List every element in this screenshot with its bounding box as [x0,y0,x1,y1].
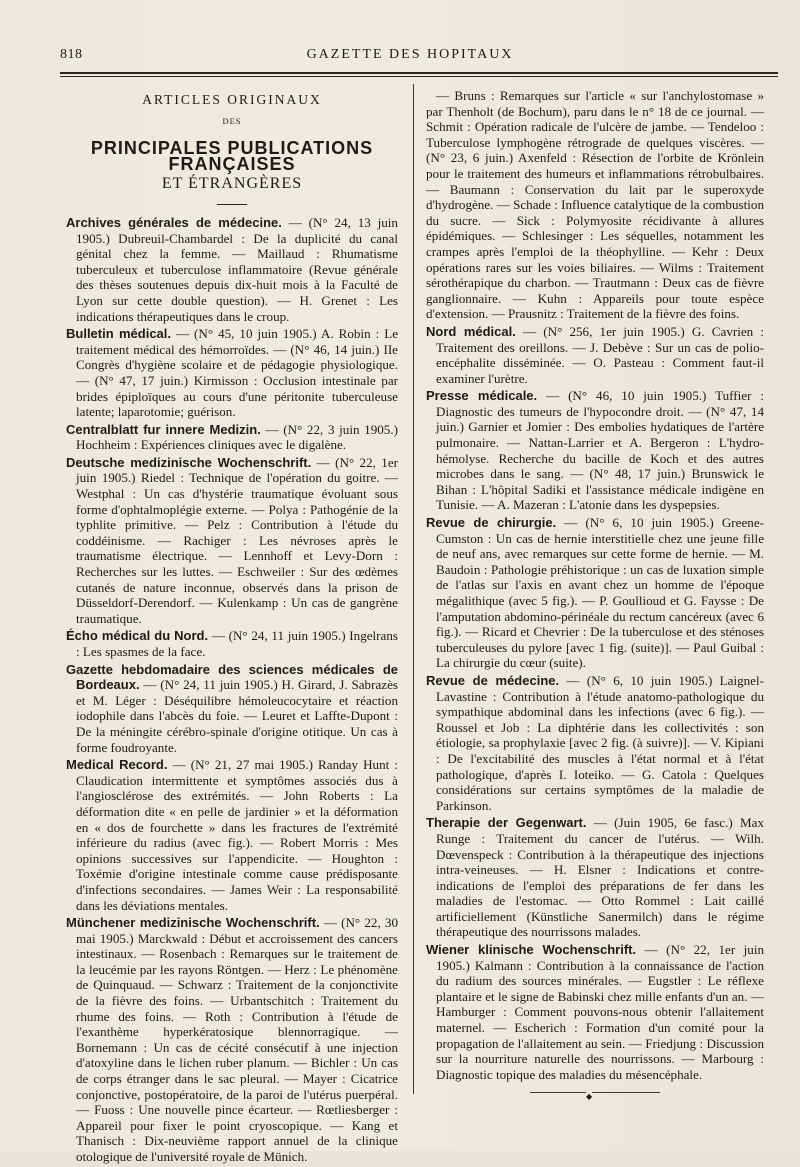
journal-title: Münchener medizinische Wochenschrift. [66,915,320,931]
journal-title: Presse médicale. [426,388,538,404]
entry-text: — (N° 22, 3 juin 1905.) Hochheim : Expériences cliniques avec le digalène. [76,421,398,453]
entry [66,757,398,913]
journal-title: Nord médical. [426,323,516,339]
journal-title: Revue de chirurgie. [426,515,557,531]
journal-title: Deutsche medizinische Wochenschrift. [66,454,312,470]
entry-text: — Bruns : Remarques sur l'article « sur l'anchylostomase » par Thenholt (de Bochum), paru dans le n° 18 de ce journal. — Schmit : Opération radicale de l'ulcère de jambe. — Tendeloo : Tuberculose lymphogène rétrograde de quelques viscères. — (N° 23, 6 juin.) Axenfeld : Résection de l'orbite de Krönlein pour le traitement des humeurs et inflammations rétrobulbaires. — Baumann : Conservation du lait par le superoxyde d'hydrogène. — Schade : Influence catalytique de la combustion du sucre. — Sick : Polymyosite récidivante à allures épidémiques. — Schlesinger : Les séquelles, notamment les crampes après l'emploi de la théophylline. — Kehr : Deux opérations rares sur les voies biliaires. — Wilms : Traitement sérothérapique du charbon. — Trautmann : Deux cas de fièvre ganglionnaire. — Kuhn : Appareils pour toute espèce d'extension. — Prausnitz : Traitement de la fièvre des foins. [426,88,764,322]
entry-text: — (N° 22, 1er juin 1905.) Riedel : Technique de l'opération du goitre. — Westphal : Un cas d'hystérie traumatique évoluant sous forme d'ophtalmoplégie externe. — Polya : Pathogénie de la typhlite primitive. — Pelz : Contribution à l'étude du coddéinisme. — Rachiger : Les névroses après le traumatisme électrique. — Lennhoff et Levy-Dorn : Recherches sur les luttes. — Eschweiler : Sur des œdèmes cutanés de nature inconnue, observés dans la prison de Düsseldorf-Derendorf. — Kulenkamp : Un cas de gangrène traumatique. [76,454,398,626]
entry [66,455,398,627]
entry-text: — (N° 22, 1er juin 1905.) Kalmann : Contribution à la connaissance de l'action du radium des sources minérales. — Eugstler : Le réflexe plantaire et le signe de Babinski chez mille enfants d'un an. — Hamburger : Comment pouvons-nous obtenir l'allaitement maternel. — Escherich : Formation d'un comité pour la propagation de l'allaitement au sein. — Friedjung : Discussion sur la nourriture naturelle des nourrissons. — Marbourg : Diagnostic topique des maladies du mésencéphale. [436,942,764,1082]
entry [426,515,764,671]
header-rule-thick [60,72,778,74]
page-number: 818 [60,47,83,62]
title-rule [217,204,247,205]
header-rule-thin [60,76,778,77]
entry [426,815,764,940]
ornament-dot-icon: ◆ [586,1089,592,1105]
page-header [60,47,760,65]
journal-title: Gazette hebdomadaire des sciences médicales de Bordeaux. [66,661,398,693]
entry [426,388,764,513]
entry-text: — (N° 256, 1er juin 1905.) G. Cavrien : Traitement des oreillons. — J. Debève : Sur un cas de polio-encéphalite disséminée. — O. Pasteau : Comment faut-il examiner l'urètre. [436,323,765,386]
journal-title: Revue de médecine. [426,672,560,688]
entry [66,326,398,420]
entry [66,915,398,1165]
entry-text: — (N° 46, 10 juin 1905.) Tuffier : Diagnostic des tumeurs de l'hypocondre droit. — (N° 47, 14 juin.) Garnier et Jomier : Des embolies hydatiques de l'artère pulmonaire. — Nattan-Larrier et A. Bergeron : L'hydro-hémolyse. Recherche du bacille de Koch et des autres microbes dans le sang. — (N° 48, 17 juin.) Brunswick le Bihan : L'hôpital Sadiki et l'assistance médicale indigène en Tunisie. — A. Mazeran : L'atonie dans les dyspepsies. [436,388,764,513]
entry-continued [426,88,764,322]
entry [66,215,398,324]
section-heading [66,92,398,205]
end-ornament [530,1092,660,1102]
journal-title: Medical Record. [66,757,168,773]
journal-title: Centralblatt fur innere Medizin. [66,421,261,437]
entry [426,942,764,1082]
entry-text: — (N° 21, 27 mai 1905.) Randay Hunt : Claudication intermittente et symptômes associés dus à l'angiosclérose des extrémités. — John Roberts : La déformation dite « en pelle de jardinier » et la déformation en « dos de fourchette » dans les fractures de l'extrémité inférieure du radius (avec fig.). — Robert Morris : Mes opinions successives sur l'appendicite. — Houghton : Toxémie d'origine intestinale comme cause prédisposante d'infections secondaires. — James Weir : La responsabilité dans les déviations mentales. [76,757,398,913]
section-kicker: ARTICLES ORIGINAUX [142,92,322,107]
journal-title: Therapie der Gegenwart. [426,815,587,831]
section-title: PRINCIPALES PUBLICATIONS FRANÇAISES [90,138,374,174]
running-title: GAZETTE DES HOPITAUX [306,47,514,62]
journal-title: Écho médical du Nord. [66,628,209,644]
entry [426,324,764,386]
journal-title: Archives générales de médecine. [66,214,282,230]
entry-text: — (N° 24, 11 juin 1905.) H. Girard, J. Sabrazès et M. Léger : Déséquilibre hémoleucocytaire et réaction iodophile dans l'abcès du foie. — Leuret et Laffte-Dupont : De la méningite cérébro-spinale d'origine otitique. Un cas à forme foudroyante. [76,677,398,755]
entry-text: — (N° 45, 10 juin 1905.) A. Robin : Le traitement médical des hémorroïdes. — (N° 46, 14 juin.) IIe Congrès d'hygiène scolaire et de pédagogie physiologique. — (N° 47, 17 juin.) Kirmisson : Occlusion intestinale par brides épiploïques au cours d'une péritonite tuberculeuse latente; laparotomie; guérison. [76,326,399,420]
entry [426,673,764,813]
entry-text: — (N° 22, 30 mai 1905.) Marckwald : Début et accroissement des cancers intestinaux. — Rosenbach : Remarques sur le traitement de la leucémie par les rayons Röntgen. — Herz : Le phénomène de Quinquaud. — Schwarz : Traitement de la conjonctivite de la fièvre des foins. — Urbantschitch : Traitement du rhume des foins. — Roth : Contribution à l'étude de l'exanthème hyperkératosique blennorragique. — Bornemann : Un cas de cécité consécutif à une injection d'atoxyline dans le lichen ruber planum. — Bichler : Un cas de corps étranger dans le sac pleural. — Mayer : Cicatrice conjonctive, postopératoire, de la paroi de l'utérus puerpéral. — Fuoss : Une nouvelle pince écarteur. — Rœtliesberger : Appareil pour fixer le point cryoscopique. — Kang et Thanisch : Dix-neuvième rapport annuel de la clinique otologique de l'université royale de Münich. [76,915,398,1164]
entry-text: — (N° 24, 11 juin 1905.) Ingelrans : Les spasmes de la face. [76,628,398,659]
entry [66,662,398,756]
section-subtitle: ET ÉTRANGÈRES [161,175,303,193]
journal-title: Wiener klinische Wochenschrift. [426,942,637,958]
entry-text: — (N° 6, 10 juin 1905.) Laignel-Lavastine : Contribution à l'étude anatomo-pathologique du sympathique abdominal dans les infections (avec 6 fig.). — Roussel et Job : La diphtérie dans les collectivités : son étiologie, sa prophylaxie [avec 2 fig. (à suivre)]. — V. Kipiani : De l'excitabilité des muscles à l'état normal et à l'état pathologique, d'après I. Ioteiko. — G. Catola : Quelques considérations sur certains symptômes de la maladie de Parkinson. [436,672,764,813]
right-column [426,88,765,1102]
entry-text: — (Juin 1905, 6e fasc.) Max Runge : Traitement du cancer de l'utérus. — Wilh. Dœvenspeck : Contribution à la thérapeutique des injections intra-veineuses. — H. Elsner : Indications et contre-indications de l'emploi des préparations de fer dans les maladies de l'estomac. — Otto Rommel : Lait caillé artificiellement (Künstliche Sanermilch) dans le régime thérapeutique des nourrissons malades. [436,815,764,940]
left-column [66,88,398,1167]
section-des: DES [222,115,242,126]
entry [66,422,398,453]
entry-text: — (N° 6, 10 juin 1905.) Greene-Cumston : Un cas de hernie interstitielle chez une jeune fille de neuf ans, avec remarques sur cette forme de hernie. — M. Baudoin : Pathologie préhistorique : un cas de luxation simple de l'atlas sur l'axis en avant chez un homme de l'époque mégalithique (avec 5 fig.). — P. Goullioud et G. Faysse : De l'amputation abdomino-périnéale du rectum cancéreux (avec 6 fig.). — Ricard et Chevrier : De la tuberculose et des sténoses tuberculeuses du pylore [avec 1 fig. (suite)]. — Paul Guibal : La chirurgie du cœur (suite). [436,515,764,671]
column-divider [413,84,414,1094]
journal-title: Bulletin médical. [66,326,172,342]
entry [66,628,398,659]
entry-text: — (N° 24, 13 juin 1905.) Dubreuil-Chambardel : De la duplicité du canal génital chez la femme. — Maillaud : Rhumatisme tuberculeux et tuberculose inflammatoire (Revue générale des thèses soutenues depuis dix-huit mois à la Faculté de Lyon sur cette double question). — H. Grenet : Les indications thérapeutiques dans le croup. [76,214,398,324]
